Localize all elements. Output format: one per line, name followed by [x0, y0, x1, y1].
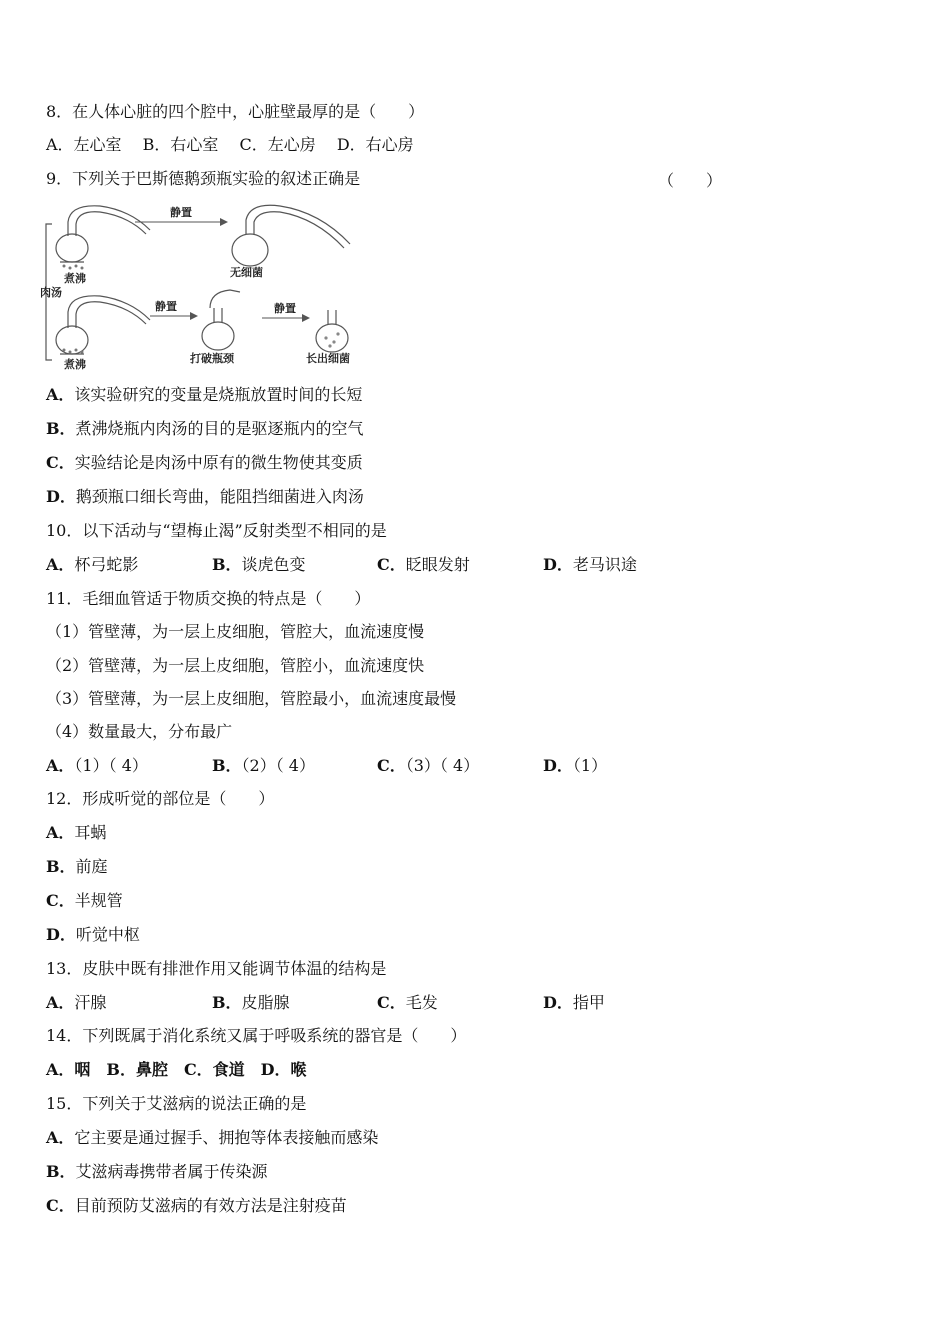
swan-neck-flask-diagram	[40, 200, 360, 372]
bacteria-flask	[316, 310, 348, 352]
q13-stem: 13．皮肤中既有排泄作用又能调节体温的结构是	[46, 959, 387, 978]
q15-option-b: B．艾滋病毒携带者属于传染源	[46, 1162, 268, 1181]
q11-item-1: （1）管壁薄，为一层上皮细胞，管腔大，血流速度慢	[46, 622, 425, 641]
top-boiling-flask	[56, 206, 150, 262]
bottom-arrow-1-label: 静置	[155, 300, 177, 313]
q9-option-a: A．该实验研究的变量是烧瓶放置时间的长短	[46, 385, 363, 404]
q11-item-3: （3）管壁薄，为一层上皮细胞，管腔最小，血流速度最慢	[46, 689, 457, 708]
top-result-label: 无细菌	[230, 266, 263, 279]
q11-item-2: （2）管壁薄，为一层上皮细胞，管腔小，血流速度快	[46, 656, 425, 675]
q12-option-b: B．前庭	[46, 857, 108, 876]
side-label: 肉汤	[40, 286, 62, 299]
q12-stem: 12．形成听觉的部位是（ ）	[46, 789, 275, 808]
q14-stem: 14．下列既属于消化系统又属于呼吸系统的器官是（ ）	[46, 1026, 467, 1045]
q13-option-c: C．毛发	[377, 993, 438, 1012]
q12-option-a: A．耳蜗	[46, 823, 107, 842]
q8-options: A．左心室 B．右心室 C．左心房 D．右心房	[46, 135, 414, 154]
bottom-boil-label: 煮沸	[64, 358, 86, 371]
q10-option-c: C．眨眼发射	[377, 555, 470, 574]
q11-item-4: （4）数量最大，分布最广	[46, 722, 233, 741]
top-boil-label: 煮沸	[64, 272, 86, 285]
q15-option-a: A．它主要是通过握手、拥抱等体表接触而感染	[46, 1128, 379, 1147]
q11-stem: 11．毛细血管适于物质交换的特点是（ ）	[46, 589, 371, 608]
q13-option-a: A．汗腺	[46, 993, 107, 1012]
q10-option-a: A．杯弓蛇影	[46, 555, 139, 574]
broken-neck-flask	[202, 290, 240, 350]
q11-option-d: D．（1）	[543, 756, 608, 775]
q15-stem: 15．下列关于艾滋病的说法正确的是	[46, 1094, 307, 1113]
q12-option-c: C．半规管	[46, 891, 123, 910]
q9-stem: 9．下列关于巴斯德鹅颈瓶实验的叙述正确是	[46, 169, 361, 188]
q13-option-b: B．皮脂腺	[212, 993, 290, 1012]
q11-option-a: A．（1）（ 4）	[46, 756, 148, 775]
top-result-flask	[232, 205, 350, 266]
q9-option-b: B．煮沸烧瓶内肉汤的目的是驱逐瓶内的空气	[46, 419, 364, 438]
top-arrow-label: 静置	[170, 206, 192, 219]
q11-option-c: C．（3）（ 4）	[377, 756, 480, 775]
bottom-mid-label: 打破瓶颈	[190, 352, 234, 365]
bottom-result-label: 长出细菌	[306, 352, 350, 365]
q11-option-b: B．（2）（ 4）	[212, 756, 315, 775]
q9-option-c: C．实验结论是肉汤中原有的微生物使其变质	[46, 453, 363, 472]
bottom-arrow-2-label: 静置	[274, 302, 296, 315]
q12-option-d: D．听觉中枢	[46, 925, 140, 944]
q8-stem: 8．在人体心脏的四个腔中，心脏壁最厚的是（ ）	[46, 102, 425, 121]
q9-answer-blank: （ ）	[658, 171, 723, 190]
q9-option-d: D．鹅颈瓶口细长弯曲，能阻挡细菌进入肉汤	[46, 487, 364, 506]
q13-option-d: D．指甲	[543, 993, 605, 1012]
q14-options: A．咽 B．鼻腔 C．食道 D．喉	[46, 1060, 307, 1079]
q10-option-d: D．老马识途	[543, 555, 637, 574]
q10-option-b: B．谈虎色变	[212, 555, 306, 574]
q10-stem: 10．以下活动与“望梅止渴”反射类型不相同的是	[46, 521, 387, 540]
bottom-boiling-flask	[56, 296, 150, 354]
q15-option-c: C．目前预防艾滋病的有效方法是注射疫苗	[46, 1196, 347, 1215]
